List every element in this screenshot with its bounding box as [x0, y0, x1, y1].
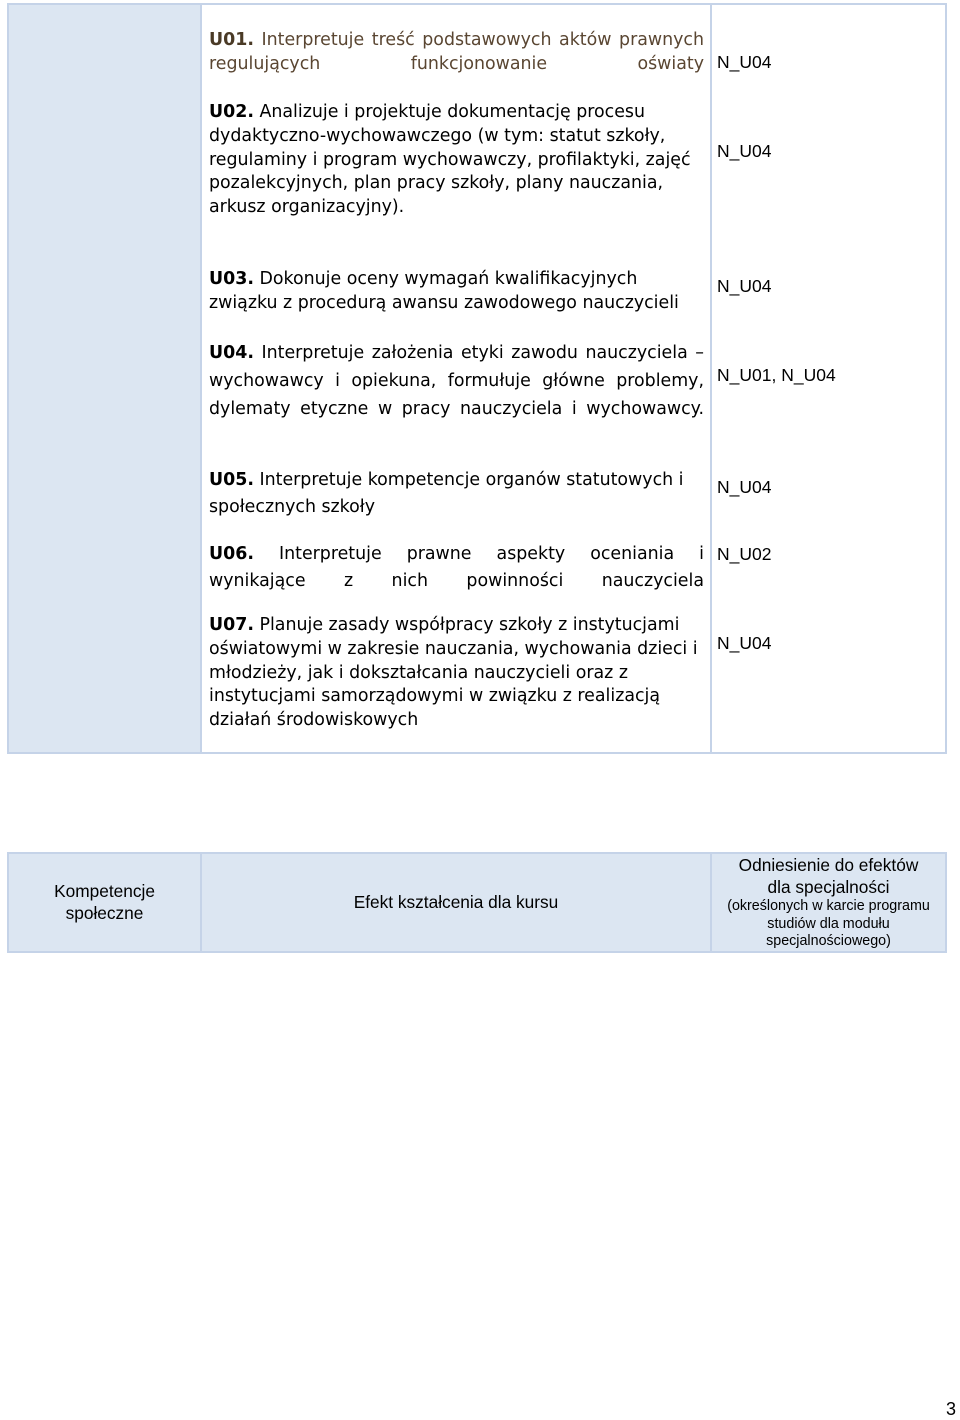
skill-u01: [209, 29, 704, 77]
skill-u05: [209, 467, 704, 521]
competence-category-cell: [8, 853, 201, 952]
skill-text: Interpretuje założenia etyki zawodu nauczyciela – wychowawcy i opiekuna, formułuje główne problemy, dylematy etyczne w pracy nauczyciela i wychowawcy.: [209, 343, 704, 419]
reference-column: [711, 4, 946, 753]
skill-code: U07.: [209, 615, 254, 635]
skill-u06: [209, 541, 704, 595]
reference-header-note: (określonych w karcie programu studiów dla modułu specjalnościowego): [727, 898, 930, 949]
reference-header-label: Odniesienie do efektów dla specjalności: [738, 855, 919, 897]
skill-code: U01.: [209, 30, 254, 50]
skill-code: U03.: [209, 269, 254, 289]
effects-column: [201, 4, 711, 753]
skill-text: Interpretuje kompetencje organów statutowych i społecznych szkoły: [209, 470, 684, 517]
reference-u05: N_U04: [717, 477, 772, 497]
skill-code: U02.: [209, 102, 254, 122]
reference-u07: N_U04: [717, 633, 772, 653]
category-column: [8, 4, 201, 753]
skill-text: Interpretuje treść podstawowych aktów prawnych regulujących funkcjonowanie oświaty: [209, 30, 704, 74]
skills-table: [7, 3, 947, 754]
competence-header-table: [7, 852, 947, 953]
page-number: 3: [945, 1399, 956, 1419]
skill-u02: [209, 101, 704, 220]
skill-text: Planuje zasady współpracy szkoły z instytucjami oświatowymi w zakresie nauczania, wychowania dzieci i młodzieży, jak i dokształcania nauczycieli oraz z instytucjami samorządowymi w związku z realizacją działań środowiskowych: [209, 615, 698, 731]
reference-u03: N_U04: [717, 276, 772, 296]
skill-code: U04.: [209, 343, 254, 363]
skill-u07: [209, 614, 704, 733]
skill-text: Dokonuje oceny wymagań kwalifikacyjnych związku z procedurą awansu zawodowego nauczycieli: [209, 269, 679, 313]
skill-code: U06.: [209, 544, 254, 564]
reference-u01: N_U04: [717, 52, 772, 72]
reference-u02: N_U04: [717, 141, 772, 161]
skill-u04: [209, 339, 704, 423]
skill-u03: [209, 268, 704, 316]
skill-code: U05.: [209, 470, 254, 490]
reference-u04: N_U01, N_U04: [717, 365, 836, 385]
effect-header-label: Efekt kształcenia dla kursu: [353, 892, 559, 913]
skill-text: Interpretuje prawne aspekty oceniania i wynikające z nich powinności nauczyciela: [209, 544, 704, 591]
reference-header-cell: [711, 853, 946, 952]
skill-text: Analizuje i projektuje dokumentację procesu dydaktyczno-wychowawczego (w tym: statut szkoły, regulaminy i program wychowawczy, profilaktyki, zajęć pozalekcyjnych, plan pracy szkoły, plany nauczania, arkusz organizacyjny).: [209, 102, 691, 218]
competence-category-label: Kompetencje społeczne: [54, 881, 155, 924]
effect-header-cell: [201, 853, 711, 952]
reference-u06: N_U02: [717, 544, 772, 564]
